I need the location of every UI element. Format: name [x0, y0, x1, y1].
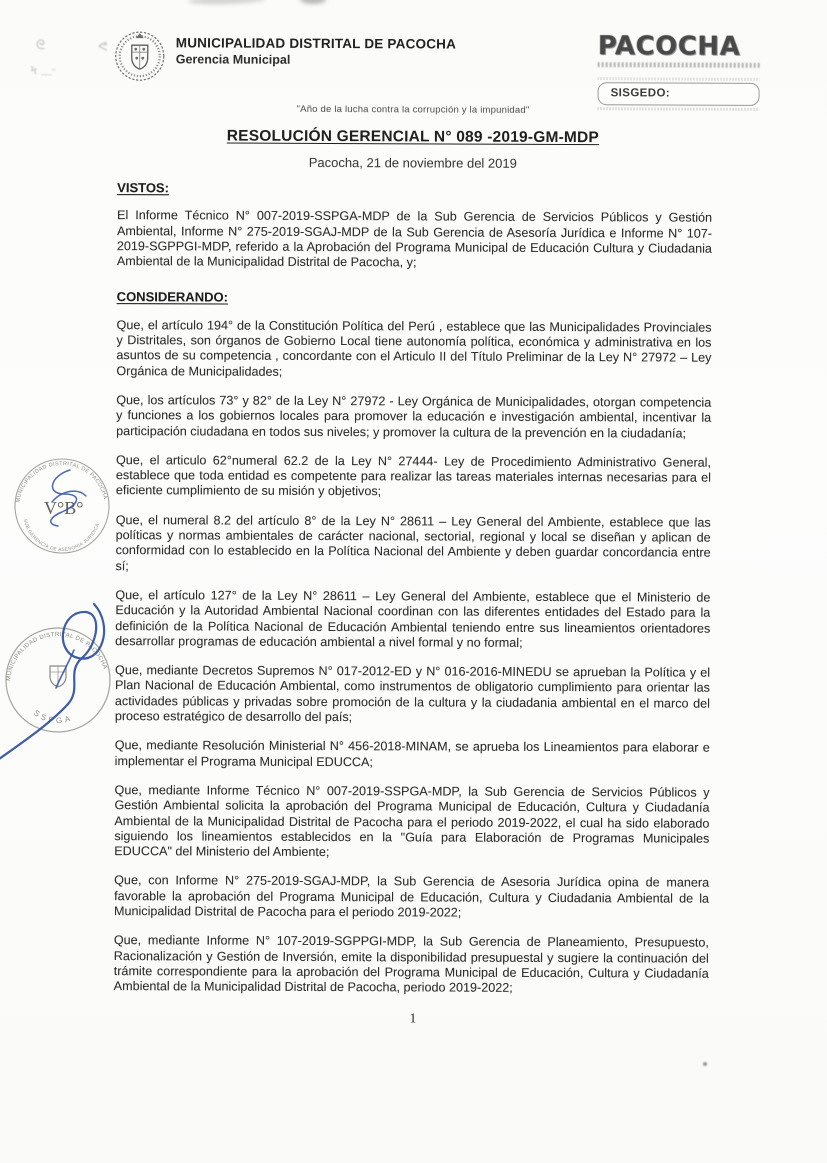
page-number: 1 [409, 1010, 417, 1026]
stamp-ring-text: MUNICIPALIDAD DISTRITAL DE PACOCHA [6, 631, 108, 682]
vb-approval-stamp [6, 450, 118, 562]
stamp-ring-text: MUNICIPALIDAD DISTRITAL DE PACOCHA [15, 460, 109, 503]
org-unit: Gerencia Municipal [175, 52, 291, 67]
logo-tagline [598, 62, 760, 68]
pencil-mark: ᘓ [36, 38, 46, 53]
considerando-paragraph: Que, mediante Resolución Ministerial N° 456-2018-MINAM, se aprueba los Lineamientos para elaborar e implementar el Programa Municipal EDUCCA; [114, 738, 710, 769]
dotted-line [598, 77, 760, 81]
pencil-mark: ᕙ [98, 40, 108, 55]
considerando-heading: CONSIDERANDO: [116, 289, 228, 306]
svg-text:MUNICIPALIDAD DISTRITAL DE PAC [15, 461, 108, 503]
considerando-paragraph: Que, mediante Informe Técnico N° 007-2019-SSPGA-MDP, la Sub Gerencia de Servicios Públicos y Gestión Ambiental solicita la aprobación del Programa Municipal de Educación, Cultura y Ciudadanía Ambiental de la Municipalidad Distrital de Pacocha para el periodo 2019-2022, el cual ha sido elaborado siguiendo los lineamientos establecidos en la "Guía para Elaboración de Programas Municipales EDUCCA" del Ministerio del Ambiente; [114, 782, 710, 860]
stamp-bottom-text: SSPGA [31, 708, 75, 726]
considerando-paragraph: Que, el artículo 194° de la Constitución Política del Perú , establece que las Municipalidades Provinciales y Distritales, son órganos de Gobierno Local tiene autonomía política, económica y administrativa en los asuntos de su competencia , concordante con el Articulo II del Título Preliminar de la Ley N° 27972 – Ley Orgánica de Municipalidades; [116, 317, 712, 379]
sisgedo-box [598, 82, 760, 106]
svg-text:SSPGA [32, 708, 74, 725]
municipal-coat-of-arms [112, 25, 168, 87]
sspga-stamp-with-signature [0, 592, 140, 782]
org-name: MUNICIPALIDAD DISTRITAL DE PACOCHA [175, 35, 457, 52]
considerando-paragraph: Que, mediante Informe N° 107-2019-SGPPGI-MDP, la Sub Gerencia de Planeamiento, Presupuesto, Racionalización y Gestión de Inversión, emite la disponibilidad presupuestal y sugiere la continuación del trámite correspondiente para la aprobación del Programa Municipal de Educación, Cultura y Ciudadanía Ambiental de la Municipalidad Distrital de Pacocha, periodo 2019-2022; [113, 933, 709, 995]
year-motto: "Año de la lucha contra la corrupción y la impunidad" [296, 103, 530, 116]
vistos-heading: VISTOS: [117, 180, 169, 196]
pacocha-logo-block [598, 31, 778, 111]
considerando-paragraph: Que, con Informe N° 275-2019-SGAJ-MDP, la Sub Gerencia de Asesoria Jurídica opina de manera favorable la aprobación del Programa Municipal de Educación, Cultura y Ciudadania Ambiental de la Municipalidad Distrital de Pacocha para el periodo 2019-2022; [113, 873, 710, 920]
stamp-vb-text: V°B° [44, 498, 84, 518]
considerando-paragraph: Que, el numeral 8.2 del artículo 8° de la Ley N° 28611 – Ley General del Ambiente, establece que las políticas y normas ambientales de carácter nacional, sectorial, regional y local se diseñan y aplican de conformidad con lo establecido en la Política Nacional del Ambiente y deben guardar concordancia entre sí; [115, 512, 711, 573]
considerando-paragraph: Que, el artículo 127° de la Ley N° 28611 – Ley General del Ambiente, establece que el Ministerio de Educación y la Autoridad Ambiental Nacional coordinan con las diferentes entidades del Estado para la definición de la Política Nacional de Educación Ambiental teniendo entre sus lineamientos orientadores desarrollar programas de educación ambiental a nivel formal y no formal; [115, 588, 711, 650]
pencil-mark: Ϟ ﹏ᵕ [30, 64, 57, 77]
stamp-ring-text: SUB GERENCIA DE ASESORIA JURIDICA [21, 518, 102, 554]
document-body [114, 180, 713, 1011]
resolution-title: RESOLUCIÓN GERENCIAL N° 089 -2019-GM-MDP [226, 127, 600, 147]
dateline: Pacocha, 21 de noviembre del 2019 [308, 154, 517, 171]
header-org-block [176, 35, 456, 69]
pacocha-logo: PACOCHA [597, 31, 741, 62]
svg-text:SUB GERENCIA DE ASESORIA JURID [22, 518, 101, 553]
considerando-paragraph: Que, mediante Decretos Supremos N° 017-2012-ED y N° 016-2016-MINEDU se aprueban la Política y el Plan Nacional de Educación Ambiental, como instrumentos de obligatorio cumplimiento para orientar las actividades públicas y privadas sobre promoción de la cultura y la ciudadania ambiental en el marco del proceso estratégico de desarrollo del país; [114, 663, 711, 725]
considerando-paragraph: Que, los artículos 73° y 82° de la Ley N° 27972 - Ley Orgánica de Municipalidades, otorgan competencia y funciones a los gobiernos locales para promover la educación e investigación ambiental, incentivar la participación ciudadana en todos sus niveles; y promover la cultura de la prevención en la ciudadanía; [116, 393, 712, 441]
considerando-paragraph: Que, el articulo 62°numeral 62.2 de la Ley N° 27444- Ley de Procedimiento Administrativo General, establece que toda entidad es competente para realizar las tareas materiales internas necesarias para el eficiente cumplimiento de su misión y objetivos; [115, 452, 712, 499]
sisgedo-label: SISGEDO: [610, 87, 671, 100]
vistos-paragraph: El Informe Técnico N° 007-2019-SSPGA-MDP de la Sub Gerencia de Servicios Públicos y Gestión Ambiental, Informe N° 275-2019-SGAJ-MDP de la Sub Gerencia de Asesoría Jurídica e Informe N° 107-2019-SGPPGI-MDP, referido a la Aprobación del Programa Municipal de Educación Cultura y Ciudadania Ambiental de la Municipalidad Distrital de Pacocha, y; [116, 208, 713, 270]
